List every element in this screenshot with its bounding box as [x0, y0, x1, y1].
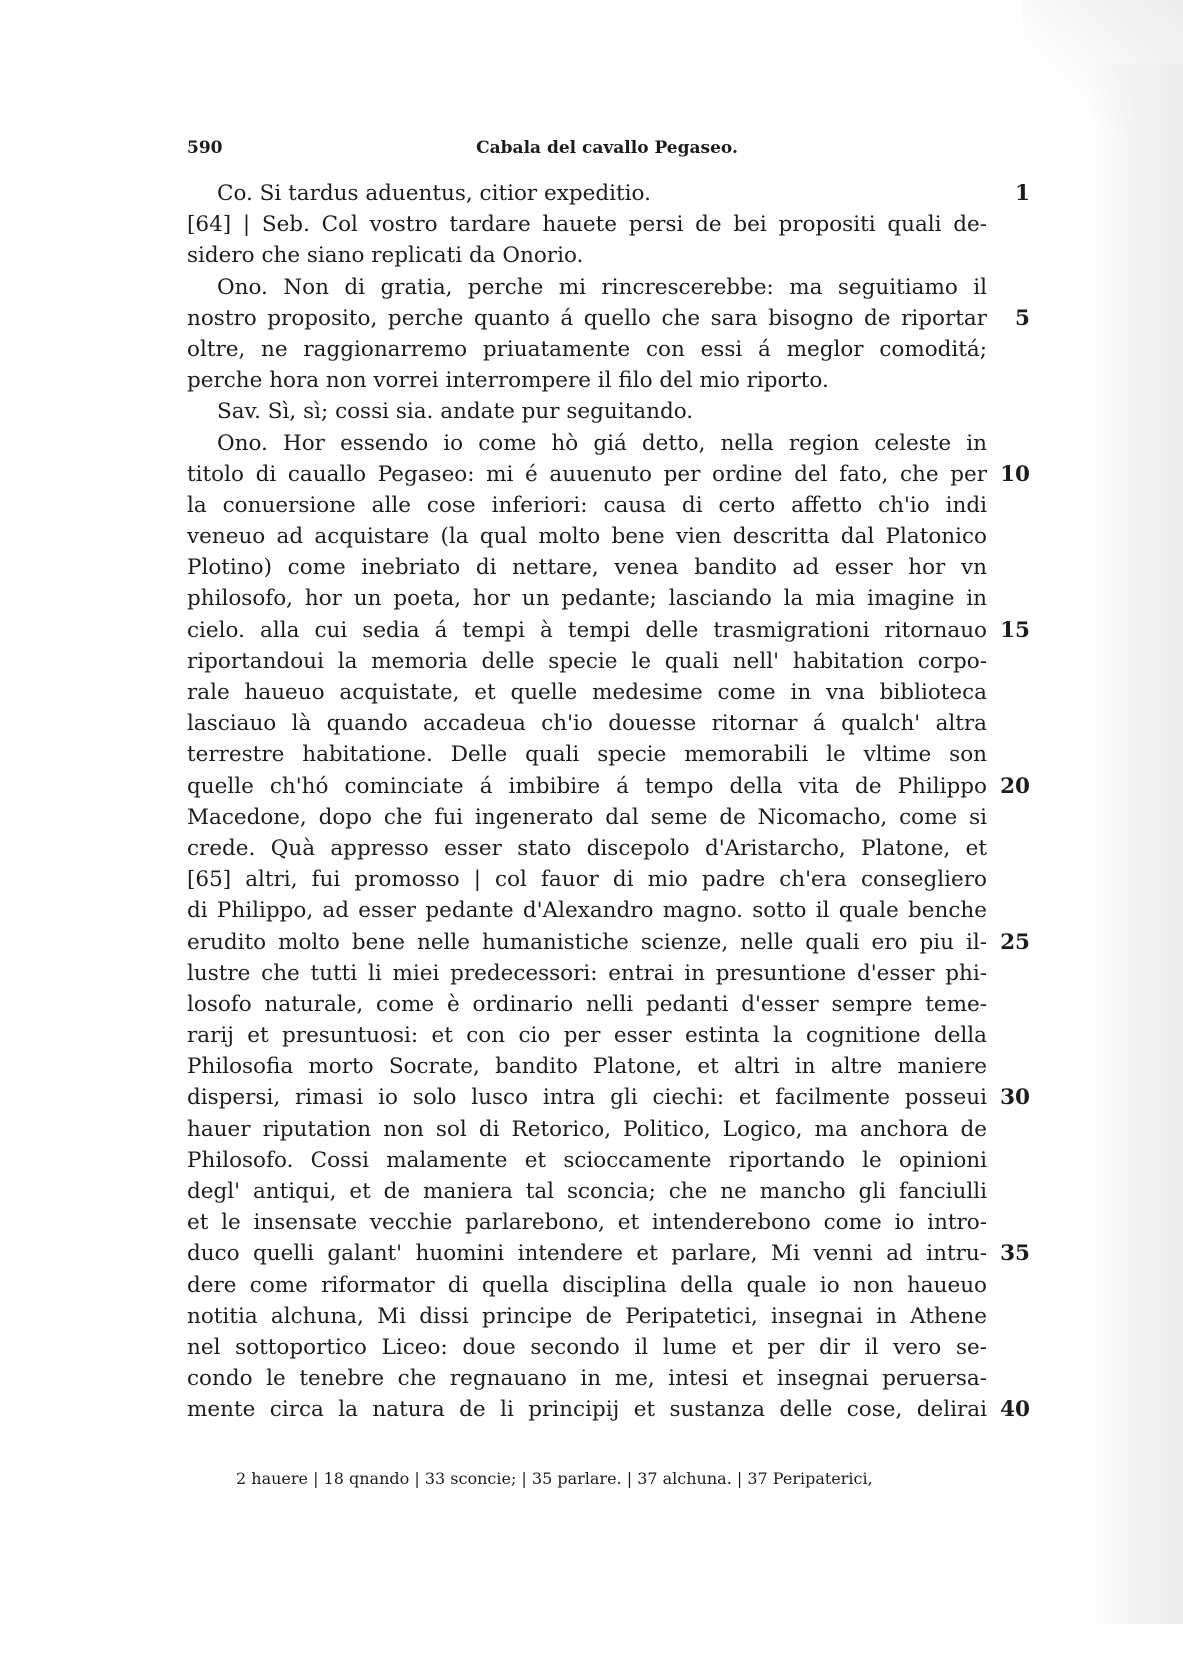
line-number: 35 [1000, 1241, 1030, 1267]
text-line [187, 833, 987, 864]
text-line-content: degl' antiqui, et de maniera tal sconcia; che ne mancho gli fanciulli [187, 1179, 987, 1204]
text-line-content: lustre che tutti li miei predecessori: entrai in presuntione d'esser phi- [187, 960, 987, 986]
text-line [187, 802, 987, 833]
text-line-content: erudito molto bene nelle humanistiche scienze, nelle quali ero piu il- [187, 929, 987, 955]
text-block [187, 178, 1030, 1426]
text-line-content: titolo di cauallo Pegaseo: mi é auuenuto per ordine del fato, che per [187, 461, 987, 487]
text-line [187, 428, 987, 459]
text-line [187, 989, 987, 1020]
line-number: 20 [1000, 773, 1030, 799]
text-line-content: cielo. alla cui sedia á tempi à tempi delle trasmigrationi ritornauo [187, 617, 987, 643]
text-line-content: dere come riformator di quella disciplina della quale io non haueuo [187, 1272, 987, 1298]
text-line-content: duco quelli galant' huomini intendere et parlare, Mi venni ad intru- [187, 1241, 987, 1267]
text-line [187, 396, 987, 427]
text-line [187, 1394, 1030, 1425]
text-line [187, 1145, 987, 1176]
page-number: 590 [187, 138, 223, 158]
text-line [187, 1363, 987, 1394]
text-line-content: terrestre habitatione. Delle quali specie memorabili le vltime son [187, 742, 987, 768]
text-line [187, 490, 987, 521]
text-line [187, 1082, 1030, 1113]
scan-edge-shadow [1088, 64, 1183, 1624]
text-line [187, 864, 987, 895]
text-line [187, 334, 987, 365]
text-line-content: Philosofo. Cossi malamente et scioccamente riportando le opinioni [187, 1147, 987, 1173]
text-line [187, 1301, 987, 1332]
line-number: 15 [1000, 617, 1030, 643]
text-line-content: veneuo ad acquistare (la qual molto bene vien descritta dal Platonico [187, 524, 987, 550]
text-line-content: Macedone, dopo che fui ingenerato dal seme de Nicomacho, come si [187, 804, 987, 830]
text-line-content: losofo naturale, come è ordinario nelli pedanti d'esser sempre teme- [187, 991, 987, 1017]
text-line [187, 178, 1030, 209]
text-line-content: Ono. Hor essendo io come hò giá detto, nella region celeste in [217, 430, 987, 456]
text-line [187, 1051, 987, 1082]
text-line-content: Co. Si tardus aduentus, citior expeditio. [217, 181, 651, 206]
text-line [187, 1270, 987, 1301]
text-line-content: perche hora non vorrei interrompere il filo del mio riporto. [187, 368, 829, 394]
text-line-content: condo le tenebre che regnauano in me, intesi et insegnai peruersa- [187, 1366, 987, 1392]
text-line-content: nel sottoportico Liceo: doue secondo il lume et per dir il vero se- [187, 1334, 987, 1360]
text-line-content: riportandoui la memoria delle specie le quali nell' habitation corpo- [187, 648, 987, 674]
text-line [187, 209, 987, 240]
text-line [187, 272, 987, 303]
line-number: 10 [1000, 461, 1030, 487]
text-line-content: di Philippo, ad esser pedante d'Alexandro magno. sotto il quale benche [187, 898, 987, 924]
text-line-content: et le insensate vecchie parlarebono, et intenderebono come io intro- [187, 1210, 987, 1236]
text-line [187, 1020, 987, 1051]
text-line [187, 771, 1030, 802]
text-line-content: mente circa la natura de li principij et sustanza delle cose, delirai [187, 1397, 987, 1423]
line-number: 5 [1015, 305, 1030, 331]
footnotes: 2 hauere | 18 qnando | 33 sconcie; | 35 parlare. | 37 alchuna. | 37 Peripaterici, [236, 1469, 873, 1488]
text-line [187, 895, 987, 926]
text-line-content: Ono. Non di gratia, perche mi rincrescerebbe: ma seguitiamo il [217, 274, 987, 300]
text-line-content: sidero che siano replicati da Onorio. [187, 243, 584, 269]
line-number: 1 [1015, 181, 1030, 206]
text-line-content: quelle ch'hó cominciate á imbibire á tempo della vita de Philippo [187, 773, 987, 799]
text-line-content: rale haueuo acquistate, et quelle medesime come in vna biblioteca [187, 680, 987, 705]
text-line-content: [64] | Seb. Col vostro tardare hauete persi de bei propositi quali de- [187, 212, 987, 238]
text-line [187, 646, 987, 677]
text-line-content: Plotino) come inebriato di nettare, venea bandito ad esser hor vn [187, 555, 987, 581]
text-line-content: Philosofia morto Socrate, bandito Platone, et altri in altre maniere [187, 1054, 987, 1080]
text-line [187, 459, 1030, 490]
text-line-content: crede. Quà appresso esser stato discepolo d'Aristarcho, Platone, et [187, 835, 987, 861]
text-line [187, 1207, 987, 1238]
text-line [187, 303, 1030, 334]
text-line [187, 583, 987, 614]
text-line [187, 927, 1030, 958]
text-line-content: notitia alchuna, Mi dissi principe de Peripatetici, insegnai in Athene [187, 1303, 987, 1329]
text-line [187, 521, 987, 552]
text-line-content: la conuersione alle cose inferiori: causa di certo affetto ch'io indi [187, 492, 987, 518]
text-line-content: rarij et presuntuosi: et con cio per esser estinta la cognitione della [187, 1023, 987, 1049]
text-line [187, 1332, 987, 1363]
text-line-content: hauer riputation non sol di Retorico, Politico, Logico, ma anchora de [187, 1116, 987, 1142]
text-line-content: nostro proposito, perche quanto á quello che sara bisogno de riportar [187, 305, 987, 331]
text-line [187, 677, 987, 708]
text-line [187, 552, 987, 583]
text-line [187, 708, 987, 739]
text-line [187, 1238, 1030, 1269]
line-number: 30 [1000, 1085, 1030, 1111]
text-line-content: Sav. Sì, sì; cossi sia. andate pur seguitando. [217, 399, 694, 425]
text-line-content: lasciauo là quando accadeua ch'io douesse ritornar á qualch' altra [187, 711, 987, 737]
page-header [187, 138, 1027, 162]
text-line-content: philosofo, hor un poeta, hor un pedante; lasciando la mia imagine in [187, 586, 987, 612]
line-number: 25 [1000, 929, 1030, 955]
text-line [187, 615, 1030, 646]
text-line [187, 1114, 987, 1145]
text-line [187, 1176, 987, 1207]
text-line-content: oltre, ne raggionarremo priuatamente con essi á meglor comoditá; [187, 336, 987, 362]
text-line [187, 240, 987, 271]
text-line [187, 365, 987, 396]
running-title: Cabala del cavallo Pegaseo. [476, 138, 738, 158]
text-line-content: [65] altri, fui promosso | col fauor di mio padre ch'era consegliero [187, 867, 987, 893]
text-line [187, 958, 987, 989]
line-number: 40 [1000, 1397, 1030, 1423]
text-line-content: dispersi, rimasi io solo lusco intra gli ciechi: et facilmente posseui [187, 1085, 987, 1111]
text-line [187, 739, 987, 770]
